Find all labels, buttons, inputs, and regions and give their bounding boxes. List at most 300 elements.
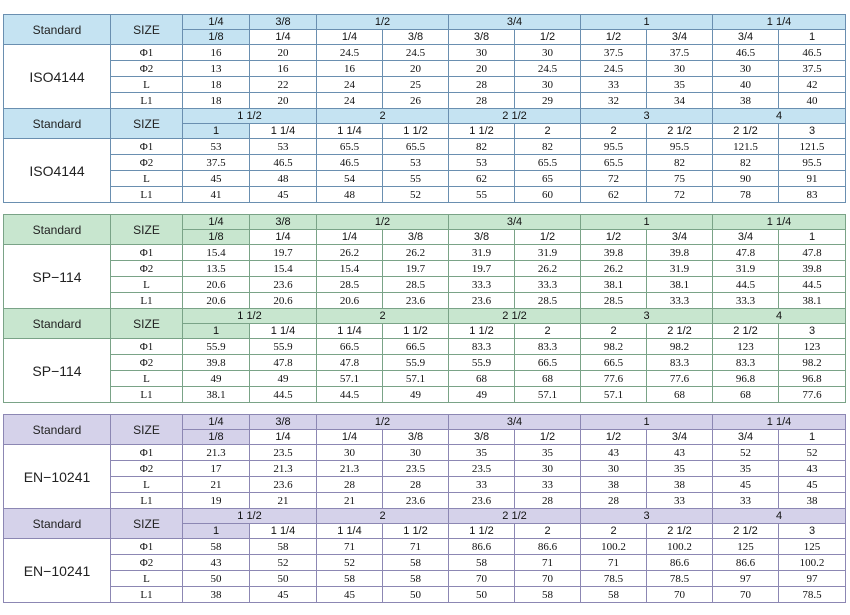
dimension-value: 23.6 [250, 277, 317, 293]
dimension-value: 83.3 [515, 339, 581, 355]
dimension-table [3, 414, 846, 603]
dimension-value: 29 [515, 93, 581, 109]
dimension-value: 40 [713, 77, 779, 93]
dimension-value: 43 [183, 555, 250, 571]
dimension-value: 24.5 [317, 45, 383, 61]
dimension-value: 54 [317, 171, 383, 187]
dimension-value: 58 [581, 587, 647, 603]
dimension-row [4, 77, 846, 93]
nominal-size-header: 1 1/4 [713, 15, 846, 30]
nominal-size-header: 3/4 [449, 415, 581, 430]
dimension-value: 50 [183, 571, 250, 587]
dimension-value: 100.2 [581, 539, 647, 555]
dimension-value: 15.4 [317, 261, 383, 277]
dimension-value: 65.5 [383, 139, 449, 155]
dimension-value: 33.3 [449, 277, 515, 293]
sub-size-cell: 1/2 [581, 230, 647, 245]
dimension-row [4, 245, 846, 261]
dimension-label: Φ1 [111, 139, 183, 155]
dimension-row [4, 539, 846, 555]
dimension-value: 48 [250, 171, 317, 187]
dimension-value: 24 [317, 93, 383, 109]
sub-size-cell: 1/4 [250, 430, 317, 445]
dimension-value: 83.3 [647, 355, 713, 371]
dimension-value: 71 [515, 555, 581, 571]
dimension-value: 55 [383, 171, 449, 187]
dimension-value: 38 [647, 477, 713, 493]
nominal-size-header: 2 1/2 [449, 509, 581, 524]
dimension-value: 66.5 [383, 339, 449, 355]
dimension-row [4, 371, 846, 387]
dimension-value: 44.5 [317, 387, 383, 403]
dimension-label: L1 [111, 93, 183, 109]
sub-size-cell: 2 [581, 524, 647, 539]
sub-size-cell: 1/2 [515, 230, 581, 245]
dimension-value: 71 [317, 539, 383, 555]
dimension-value: 58 [317, 571, 383, 587]
size-header-row [4, 109, 846, 124]
dimension-value: 19.7 [449, 261, 515, 277]
dimension-value: 37.5 [581, 45, 647, 61]
standard-name: EN−10241 [4, 445, 111, 509]
dimension-value: 24.5 [515, 61, 581, 77]
dimension-value: 26.2 [581, 261, 647, 277]
dimension-value: 65 [515, 171, 581, 187]
dimension-value: 45 [317, 587, 383, 603]
dimension-value: 26.2 [515, 261, 581, 277]
dimension-label: Φ2 [111, 61, 183, 77]
dimension-value: 39.8 [183, 355, 250, 371]
dimension-value: 33.3 [647, 293, 713, 309]
dimension-value: 45 [713, 477, 779, 493]
dimension-value: 49 [383, 387, 449, 403]
dimension-value: 86.6 [713, 555, 779, 571]
dimension-value: 86.6 [647, 555, 713, 571]
dimension-value: 35 [713, 461, 779, 477]
dimension-value: 18 [183, 93, 250, 109]
dimension-value: 55 [449, 187, 515, 203]
dimension-label: Φ2 [111, 155, 183, 171]
nominal-size-header: 3/8 [250, 415, 317, 430]
dimension-value: 20.6 [183, 293, 250, 309]
nominal-size-header: 1/2 [317, 15, 449, 30]
sub-size-cell: 2 1/2 [713, 324, 779, 339]
dimension-value: 33 [515, 477, 581, 493]
dimension-value: 58 [250, 539, 317, 555]
dimension-value: 28 [317, 477, 383, 493]
sub-size-cell: 3/4 [713, 230, 779, 245]
dimension-value: 24.5 [383, 45, 449, 61]
dimension-value: 125 [713, 539, 779, 555]
dimension-row [4, 445, 846, 461]
nominal-size-header: 2 [317, 109, 449, 124]
dimension-value: 57.1 [581, 387, 647, 403]
dimension-label: Φ2 [111, 261, 183, 277]
nominal-size-header: 1 1/2 [183, 509, 317, 524]
sub-size-cell: 3/4 [647, 430, 713, 445]
dimension-row [4, 93, 846, 109]
dimension-value: 58 [183, 539, 250, 555]
nominal-size-header: 2 1/2 [449, 309, 581, 324]
dimension-row [4, 493, 846, 509]
dimension-value: 28.5 [317, 277, 383, 293]
dimension-label: L1 [111, 587, 183, 603]
dimension-value: 23.5 [250, 445, 317, 461]
dimension-value: 53 [449, 155, 515, 171]
dimension-value: 23.6 [383, 293, 449, 309]
nominal-size-header: 2 [317, 309, 449, 324]
dimension-value: 21 [183, 477, 250, 493]
dimension-value: 23.6 [449, 293, 515, 309]
dimension-value: 55.9 [183, 339, 250, 355]
dimension-value: 98.2 [581, 339, 647, 355]
dimension-value: 72 [581, 171, 647, 187]
dimension-value: 39.8 [779, 261, 846, 277]
sub-size-cell: 1 1/2 [383, 124, 449, 139]
sub-size-cell: 1 1/4 [317, 124, 383, 139]
dimension-value: 48 [317, 187, 383, 203]
dimension-row [4, 139, 846, 155]
sub-size-cell: 1/8 [183, 30, 250, 45]
dimension-value: 30 [383, 445, 449, 461]
sub-size-cell: 3/4 [713, 430, 779, 445]
standard-section [3, 414, 825, 603]
size-label: SIZE [111, 509, 183, 539]
dimension-value: 43 [581, 445, 647, 461]
dimension-value: 45 [779, 477, 846, 493]
dimension-value: 21.3 [317, 461, 383, 477]
dimension-value: 40 [779, 93, 846, 109]
size-label: SIZE [111, 15, 183, 45]
sub-size-cell: 1/4 [250, 30, 317, 45]
dimension-value: 23.5 [449, 461, 515, 477]
dimension-value: 82 [515, 139, 581, 155]
dimension-label: Φ1 [111, 45, 183, 61]
dimension-value: 16 [183, 45, 250, 61]
sub-size-cell: 3 [779, 524, 846, 539]
sub-size-cell: 2 1/2 [713, 524, 779, 539]
dimension-value: 28 [449, 93, 515, 109]
dimension-value: 53 [250, 139, 317, 155]
sub-size-cell: 1/8 [183, 230, 250, 245]
dimension-value: 28 [581, 493, 647, 509]
dimension-value: 71 [383, 539, 449, 555]
dimension-value: 38.1 [779, 293, 846, 309]
dimension-label: L [111, 277, 183, 293]
dimension-value: 21.3 [250, 461, 317, 477]
dimension-value: 35 [449, 445, 515, 461]
dimension-value: 72 [647, 187, 713, 203]
dimension-value: 31.9 [515, 245, 581, 261]
dimension-value: 83.3 [713, 355, 779, 371]
dimension-row [4, 293, 846, 309]
dimension-row [4, 155, 846, 171]
dimension-value: 35 [647, 461, 713, 477]
dimension-value: 21.3 [183, 445, 250, 461]
dimension-value: 123 [713, 339, 779, 355]
dimension-value: 47.8 [779, 245, 846, 261]
standard-label: Standard [4, 415, 111, 445]
dimension-value: 24 [317, 77, 383, 93]
dimension-label: L [111, 571, 183, 587]
dimension-value: 20 [250, 93, 317, 109]
sub-size-cell: 1 [183, 524, 250, 539]
dimension-value: 70 [647, 587, 713, 603]
dimension-value: 78.5 [647, 571, 713, 587]
nominal-size-header: 1 1/4 [713, 215, 846, 230]
dimension-value: 35 [647, 77, 713, 93]
dimension-value: 20 [383, 61, 449, 77]
dimension-label: Φ2 [111, 555, 183, 571]
nominal-size-header: 3/8 [250, 15, 317, 30]
standard-section [3, 14, 825, 203]
nominal-size-header: 1 [581, 415, 713, 430]
dimension-value: 38 [183, 587, 250, 603]
dimension-value: 52 [713, 445, 779, 461]
nominal-size-header: 1/4 [183, 415, 250, 430]
dimension-value: 15.4 [250, 261, 317, 277]
dimension-value: 58 [383, 571, 449, 587]
dimension-value: 53 [183, 139, 250, 155]
dimension-value: 57.1 [383, 371, 449, 387]
dimension-value: 23.5 [383, 461, 449, 477]
dimension-value: 78.5 [779, 587, 846, 603]
sub-size-cell: 1 1/4 [250, 524, 317, 539]
sub-size-cell: 1/4 [250, 230, 317, 245]
standard-label: Standard [4, 309, 111, 339]
dimension-value: 58 [449, 555, 515, 571]
dimension-value: 32 [581, 93, 647, 109]
dimension-value: 62 [581, 187, 647, 203]
standard-label: Standard [4, 15, 111, 45]
dimension-value: 52 [317, 555, 383, 571]
size-header-row [4, 415, 846, 430]
nominal-size-header: 3 [581, 309, 713, 324]
dimension-value: 86.6 [515, 539, 581, 555]
dimension-value: 97 [713, 571, 779, 587]
dimension-label: L1 [111, 187, 183, 203]
dimension-value: 41 [183, 187, 250, 203]
dimension-value: 15.4 [183, 245, 250, 261]
standard-section [3, 214, 825, 403]
sub-size-cell: 2 [515, 324, 581, 339]
dimension-table [3, 14, 846, 203]
dimension-value: 22 [250, 77, 317, 93]
sub-size-cell: 1/4 [317, 230, 383, 245]
dimension-value: 45 [183, 171, 250, 187]
dimension-value: 52 [779, 445, 846, 461]
size-label: SIZE [111, 309, 183, 339]
dimension-value: 26.2 [317, 245, 383, 261]
dimension-value: 20 [250, 45, 317, 61]
nominal-size-header: 3 [581, 109, 713, 124]
dimension-value: 26.2 [383, 245, 449, 261]
sub-size-cell: 1 1/2 [449, 524, 515, 539]
sub-size-cell: 1 [183, 324, 250, 339]
dimension-value: 31.9 [449, 245, 515, 261]
nominal-size-header: 1 1/2 [183, 109, 317, 124]
sub-size-cell: 1 [779, 230, 846, 245]
dimension-value: 30 [317, 445, 383, 461]
sub-size-cell: 3/8 [449, 230, 515, 245]
sub-size-cell: 3/8 [449, 430, 515, 445]
dimension-value: 17 [183, 461, 250, 477]
sub-size-cell: 1 [779, 30, 846, 45]
sub-size-cell: 3 [779, 324, 846, 339]
nominal-size-header: 1 [581, 215, 713, 230]
dimension-value: 46.5 [250, 155, 317, 171]
dimension-row [4, 355, 846, 371]
sub-size-cell: 1/4 [317, 430, 383, 445]
standard-name: ISO4144 [4, 45, 111, 109]
sub-size-cell: 1 1/4 [317, 524, 383, 539]
dimension-value: 23.6 [449, 493, 515, 509]
dimension-value: 83.3 [449, 339, 515, 355]
dimension-label: Φ1 [111, 245, 183, 261]
dimension-row [4, 387, 846, 403]
dimension-row [4, 277, 846, 293]
dimension-value: 52 [250, 555, 317, 571]
dimension-value: 49 [183, 371, 250, 387]
dimension-value: 33.3 [713, 293, 779, 309]
dimension-value: 13 [183, 61, 250, 77]
dimension-value: 16 [317, 61, 383, 77]
dimension-value: 34 [647, 93, 713, 109]
dimension-value: 50 [250, 571, 317, 587]
dimension-value: 78.5 [581, 571, 647, 587]
dimension-value: 90 [713, 171, 779, 187]
dimension-value: 38 [713, 93, 779, 109]
dimension-value: 20.6 [183, 277, 250, 293]
sub-size-cell: 1/2 [581, 30, 647, 45]
dimension-label: Φ2 [111, 355, 183, 371]
sub-size-cell: 3/8 [383, 430, 449, 445]
dimension-value: 96.8 [779, 371, 846, 387]
dimension-value: 65.5 [515, 155, 581, 171]
dimension-value: 38 [779, 493, 846, 509]
sub-size-cell: 1 1/2 [449, 324, 515, 339]
dimension-value: 33 [647, 493, 713, 509]
sub-size-cell: 1/4 [317, 30, 383, 45]
dimension-value: 82 [449, 139, 515, 155]
dimension-value: 60 [515, 187, 581, 203]
dimension-row [4, 461, 846, 477]
dimension-value: 46.5 [779, 45, 846, 61]
dimension-value: 65.5 [317, 139, 383, 155]
dimension-label: Φ1 [111, 445, 183, 461]
standard-label: Standard [4, 215, 111, 245]
dimension-row [4, 45, 846, 61]
dimension-value: 28.5 [581, 293, 647, 309]
dimension-value: 20 [449, 61, 515, 77]
dimension-value: 82 [647, 155, 713, 171]
dimension-label: Φ1 [111, 539, 183, 555]
dimension-value: 19.7 [383, 261, 449, 277]
dimension-value: 53 [383, 155, 449, 171]
dimension-value: 28 [449, 77, 515, 93]
nominal-size-header: 1 1/2 [183, 309, 317, 324]
dimension-value: 68 [449, 371, 515, 387]
nominal-size-header: 4 [713, 309, 846, 324]
dimension-value: 70 [515, 571, 581, 587]
dimension-value: 91 [779, 171, 846, 187]
dimension-value: 38.1 [581, 277, 647, 293]
dimension-value: 100.2 [647, 539, 713, 555]
nominal-size-header: 1 [581, 15, 713, 30]
dimension-value: 20.6 [250, 293, 317, 309]
dimension-value: 68 [713, 387, 779, 403]
standard-label: Standard [4, 509, 111, 539]
dimension-row [4, 171, 846, 187]
dimension-value: 121.5 [713, 139, 779, 155]
dimension-label: Φ2 [111, 461, 183, 477]
dimension-value: 28 [383, 477, 449, 493]
dimension-label: L [111, 371, 183, 387]
dimension-value: 28.5 [515, 293, 581, 309]
dimension-value: 25 [383, 77, 449, 93]
dimension-value: 44.5 [713, 277, 779, 293]
dimension-value: 68 [647, 387, 713, 403]
dimension-value: 125 [779, 539, 846, 555]
sub-size-cell: 3/8 [449, 30, 515, 45]
sub-size-cell: 2 1/2 [647, 524, 713, 539]
dimension-label: L1 [111, 493, 183, 509]
nominal-size-header: 1/4 [183, 15, 250, 30]
dimension-value: 55.9 [449, 355, 515, 371]
dimension-value: 38.1 [647, 277, 713, 293]
dimension-value: 66.5 [581, 355, 647, 371]
dimension-value: 123 [779, 339, 846, 355]
sub-size-cell: 2 [515, 524, 581, 539]
dimension-value: 55.9 [250, 339, 317, 355]
dimension-value: 121.5 [779, 139, 846, 155]
dimension-value: 95.5 [779, 155, 846, 171]
dimension-value: 30 [515, 77, 581, 93]
dimension-value: 30 [581, 461, 647, 477]
dimension-value: 13.5 [183, 261, 250, 277]
dimension-value: 50 [449, 587, 515, 603]
dimension-row [4, 477, 846, 493]
dimension-row [4, 555, 846, 571]
sub-size-cell: 1 1/2 [383, 324, 449, 339]
nominal-size-header: 2 [317, 509, 449, 524]
dimension-value: 31.9 [647, 261, 713, 277]
standard-name: EN−10241 [4, 539, 111, 603]
dimension-value: 62 [449, 171, 515, 187]
dimension-value: 39.8 [647, 245, 713, 261]
standard-name: SP−114 [4, 339, 111, 403]
dimension-value: 24.5 [581, 61, 647, 77]
dimension-value: 30 [515, 461, 581, 477]
dimension-label: L [111, 77, 183, 93]
dimension-value: 21 [250, 493, 317, 509]
dimension-value: 19.7 [250, 245, 317, 261]
dimension-value: 77.6 [581, 371, 647, 387]
sub-size-cell: 3/8 [383, 230, 449, 245]
dimension-value: 47.8 [250, 355, 317, 371]
dimension-value: 23.6 [250, 477, 317, 493]
size-header-row [4, 309, 846, 324]
dimension-value: 68 [515, 371, 581, 387]
dimension-value: 100.2 [779, 555, 846, 571]
dimension-row [4, 339, 846, 355]
sub-size-cell: 1/2 [581, 430, 647, 445]
dimension-value: 66.5 [515, 355, 581, 371]
sub-size-cell: 1 [183, 124, 250, 139]
dimension-value: 86.6 [449, 539, 515, 555]
sub-size-cell: 1 1/4 [250, 324, 317, 339]
dimension-value: 47.8 [317, 355, 383, 371]
